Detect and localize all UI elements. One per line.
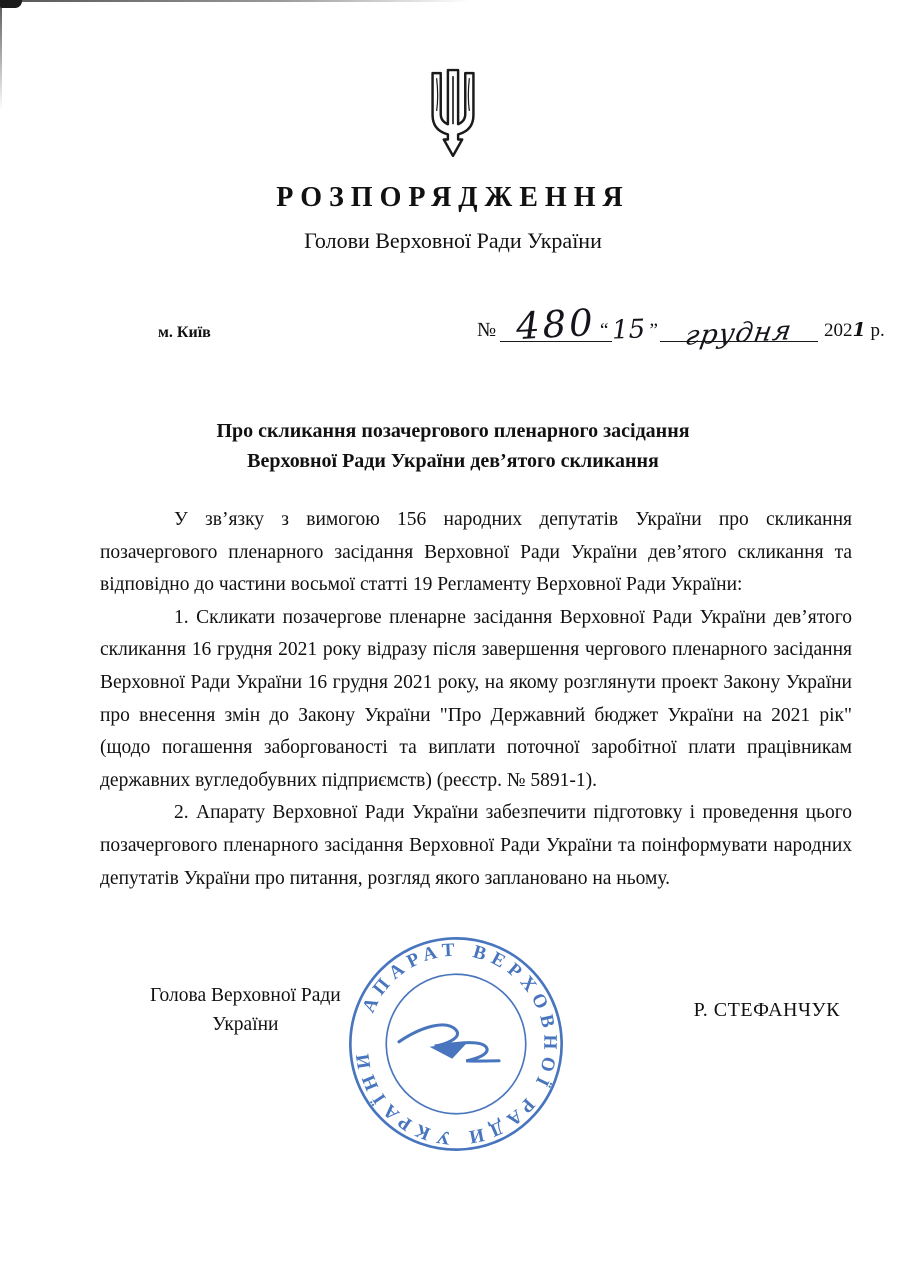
open-quote: “ xyxy=(600,320,609,341)
document-subtitle: Голови Верховної Ради України xyxy=(304,228,602,253)
round-stamp xyxy=(302,890,610,1198)
number-sign-label: № xyxy=(477,319,497,341)
place-label: м. Київ xyxy=(158,324,211,341)
month-field xyxy=(660,299,818,352)
stamp-text: АПАРАТ ВЕРХОВНОЇ РАДИ УКРАЇНИ xyxy=(351,939,561,1149)
handwritten-number: 480 xyxy=(515,300,597,349)
handwritten-month: грудня xyxy=(683,315,795,352)
handwritten-year-digit: 1 xyxy=(852,319,866,341)
signer-title-line2: України xyxy=(212,1014,279,1036)
year-label: 2021 р. xyxy=(824,319,885,341)
document-title: РОЗПОРЯДЖЕННЯ xyxy=(276,182,630,213)
scan-edge-artifact-left xyxy=(0,0,2,110)
day-group xyxy=(600,314,658,346)
signer-title-line1: Голова Верховної Ради xyxy=(150,985,341,1007)
signer-title xyxy=(150,981,341,1039)
paragraph-item-2: 2. Апарату Верховної Ради України забезпечити підготовку і проведення цього позачергового пленарного засідання Верховної Ради України та поінформувати народних депутатів України про питання, розгляд якого заплановано на ньому. xyxy=(100,802,852,889)
subject-heading-line2: Верховної Ради України дев’ятого скликання xyxy=(247,450,659,472)
ukraine-trident-icon xyxy=(421,68,485,162)
subject-heading xyxy=(0,416,906,476)
document-body xyxy=(0,504,906,895)
stamp-outer-ring xyxy=(321,909,592,1180)
scan-corner-artifact xyxy=(0,0,22,8)
paragraph-item-1: 1. Скликати позачергове пленарне засідання Верховної Ради України дев’ятого скликання 16 грудня 2021 року відразу після завершення чергового пленарного засідання Верховної Ради України 16 грудня 2021 року, на якому розглянути проект Закону України про внесення змін до Закону України "Про Державний бюджет України на 2021 рік" (щодо погашення заборгованості та виплати поточної заробітної плати працівникам державних вугледобувних підприємств) (реєстр. № 5891-1). xyxy=(100,606,852,791)
paragraph-preamble: У зв’язку з вимогою 156 народних депутатів України про скликання позачергового пленарного засідання Верховної Ради України дев’ятого скликання та відповідно до частини восьмої статті 19 Регламенту Верховної Ради України: xyxy=(100,509,852,596)
signature-block xyxy=(0,981,906,1039)
document-number-field xyxy=(500,295,612,349)
close-quote: ” xyxy=(649,320,658,341)
svg-text:АПАРАТ ВЕРХОВНОЇ РАДИ УКРАЇНИ xyxy=(322,910,590,1178)
signer-name: Р. СТЕФАНЧУК xyxy=(693,998,840,1021)
date-line xyxy=(0,290,906,354)
subject-heading-line1: Про скликання позачергового пленарного засідання xyxy=(216,420,690,442)
handwritten-day: 15 xyxy=(611,314,647,346)
scan-edge-artifact-top xyxy=(0,0,470,2)
